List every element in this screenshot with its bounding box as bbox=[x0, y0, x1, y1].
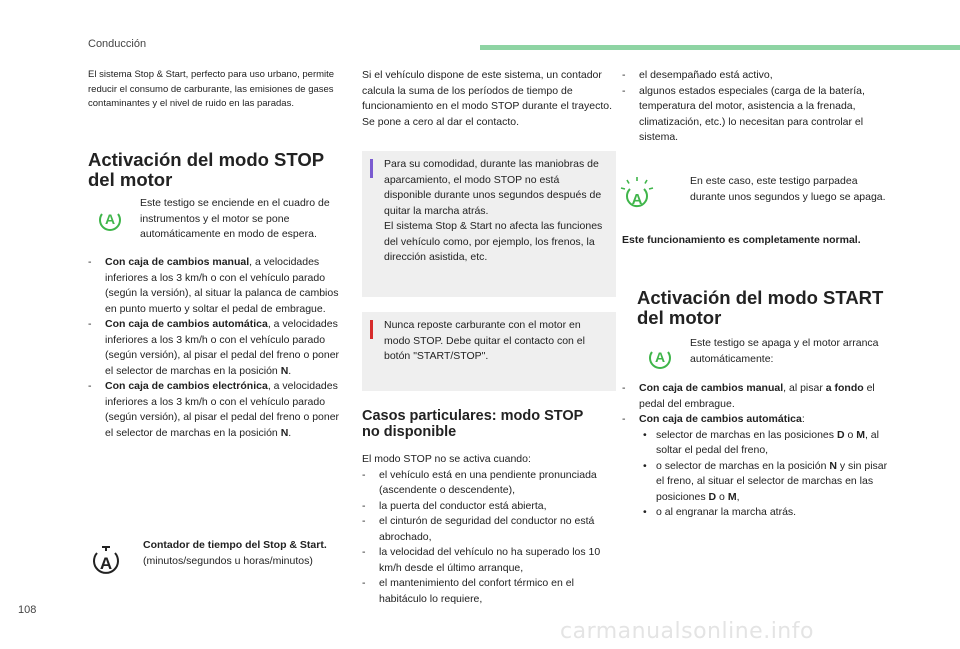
list-item: - algunos estados especiales (carga de la batería, temperatura del motor, asistencia a la frenada, climatización, etc.) lo necesitan para controlar el sistema. bbox=[622, 84, 865, 143]
list-item: • o selector de marchas en la posición N y sin pisar el freno, al situar el selector de marchas en las posiciones D o M, bbox=[643, 459, 888, 503]
start-heading: Activación del modo START del motor bbox=[637, 287, 884, 328]
list-item: • o al engranar la marcha atrás. bbox=[643, 506, 797, 518]
list-item: - Con caja de cambios automática, a velocidades inferiores a los 3 km/h o con el vehículo parado (según versión), al pisar el pedal del freno o poner el selector de marchas en la posición N. bbox=[88, 318, 340, 377]
info-marker-icon bbox=[370, 159, 373, 178]
counter-description: Contador de tiempo del Stop & Start. (minutos/segundos u horas/minutos) bbox=[143, 539, 327, 567]
list-item: - el mantenimiento del confort térmico en el habitáculo lo requiere, bbox=[362, 577, 574, 605]
start-conditions-list bbox=[622, 381, 890, 521]
info-text: Para su comodidad, durante las maniobras de aparcamiento, el modo STOP no está disponible durante unos segundos después de quitar la marcha atrás. El sistema Stop & Start no afecta las funciones del vehículo como, por ejemplo, los frenos, la dirección asistida, etc. bbox=[384, 158, 603, 263]
auto-start-stop-icon bbox=[97, 205, 123, 231]
list-item: - el vehículo está en una pendiente pronunciada (ascendente o descendente), bbox=[362, 468, 597, 496]
auto-start-stop-timer-icon bbox=[88, 542, 124, 578]
list-item: - el cinturón de seguridad del conductor no está abrochado, bbox=[362, 515, 595, 543]
start-lamp-text: Este testigo se apaga y el motor arranca automáticamente: bbox=[690, 337, 879, 365]
svg-text:A: A bbox=[654, 349, 666, 365]
page-number: 108 bbox=[18, 604, 37, 616]
list-item: - el desempañado está activo, bbox=[622, 69, 773, 81]
counter-paragraph: Si el vehículo dispone de este sistema, un contador calcula la suma de los períodos de tiempo de funcionamiento en el modo STOP durante el trayecto. Se pone a cero al dar el contacto. bbox=[362, 69, 613, 128]
header-bar bbox=[480, 45, 960, 50]
auto-start-stop-blinking-icon bbox=[619, 176, 655, 212]
watermark: carmanualsonline.info bbox=[560, 619, 814, 644]
svg-text:A: A bbox=[104, 211, 116, 227]
svg-text:A: A bbox=[99, 554, 113, 573]
warning-marker-icon bbox=[370, 320, 373, 339]
stop-conditions-list bbox=[88, 255, 340, 441]
list-item: - la velocidad del vehículo no ha superado los 10 km/h desde el último arranque, bbox=[362, 546, 601, 574]
stop-lamp-text: Este testigo se enciende en el cuadro de instrumentos y el motor se pone automáticamente en modo de espera. bbox=[140, 197, 330, 240]
intro-text: El sistema Stop & Start, perfecto para uso urbano, permite reducir el consumo de carburante, las emisiones de gases contaminantes y el nivel de ruido en las paradas. bbox=[88, 69, 335, 109]
list-item: - Con caja de cambios manual, al pisar a fondo el pedal del embrague. bbox=[622, 382, 875, 410]
special-cases-list: El modo STOP no se activa cuando: - el vehículo está en una pendiente pronunciada (ascendente o descendente), - la puerta del conductor está abierta, - el cinturón de seguridad del conductor no está abrochado, - la velocidad del vehículo no ha superado los 10 km/h desde el último arranque, - el mantenimiento del confort térmico en el habitáculo lo requiere, bbox=[362, 452, 617, 607]
info-box bbox=[362, 151, 616, 297]
list-item: - Con caja de cambios electrónica, a velocidades inferiores a los 3 km/h o con el vehículo parado (según versión), al pisar el pedal del freno o poner el selector de marchas en la posición N. bbox=[88, 380, 340, 439]
extra-conditions-list bbox=[622, 68, 887, 146]
list-item: - Con caja de cambios automática: • selector de marchas en las posiciones D o M, al soltar el pedal del freno, • o selector de marchas en la posición N y sin pisar el freno, al situar el selector de marchas en las posiciones D o M, • o al engranar la marcha atrás. bbox=[622, 412, 890, 521]
special-cases-heading: Casos particulares: modo STOP no disponible bbox=[362, 408, 584, 440]
svg-text:A: A bbox=[631, 191, 643, 208]
list-item: - la puerta del conductor está abierta, bbox=[362, 499, 547, 512]
auto-start-stop-icon bbox=[647, 343, 673, 369]
list-item: - Con caja de cambios manual, a velocidades inferiores a los 3 km/h o con el vehículo parado (según la versión), al situar la palanca de cambios en punto muerto y soltar el pedal de embrague. bbox=[88, 256, 339, 315]
warning-box bbox=[362, 312, 616, 391]
normal-operation-note: Este funcionamiento es completamente normal. bbox=[622, 234, 861, 246]
blink-lamp-text: En este caso, este testigo parpadea durante unos segundos y luego se apaga. bbox=[690, 175, 886, 203]
list-item: • selector de marchas en las posiciones D o M, al soltar el pedal del freno, bbox=[643, 428, 879, 456]
stop-heading: Activación del modo STOP del motor bbox=[88, 149, 325, 190]
warning-text: Nunca reposte carburante con el motor en modo STOP. Debe quitar el contacto con el botón "START/STOP". bbox=[384, 319, 585, 362]
section-label: Conducción bbox=[88, 38, 147, 50]
